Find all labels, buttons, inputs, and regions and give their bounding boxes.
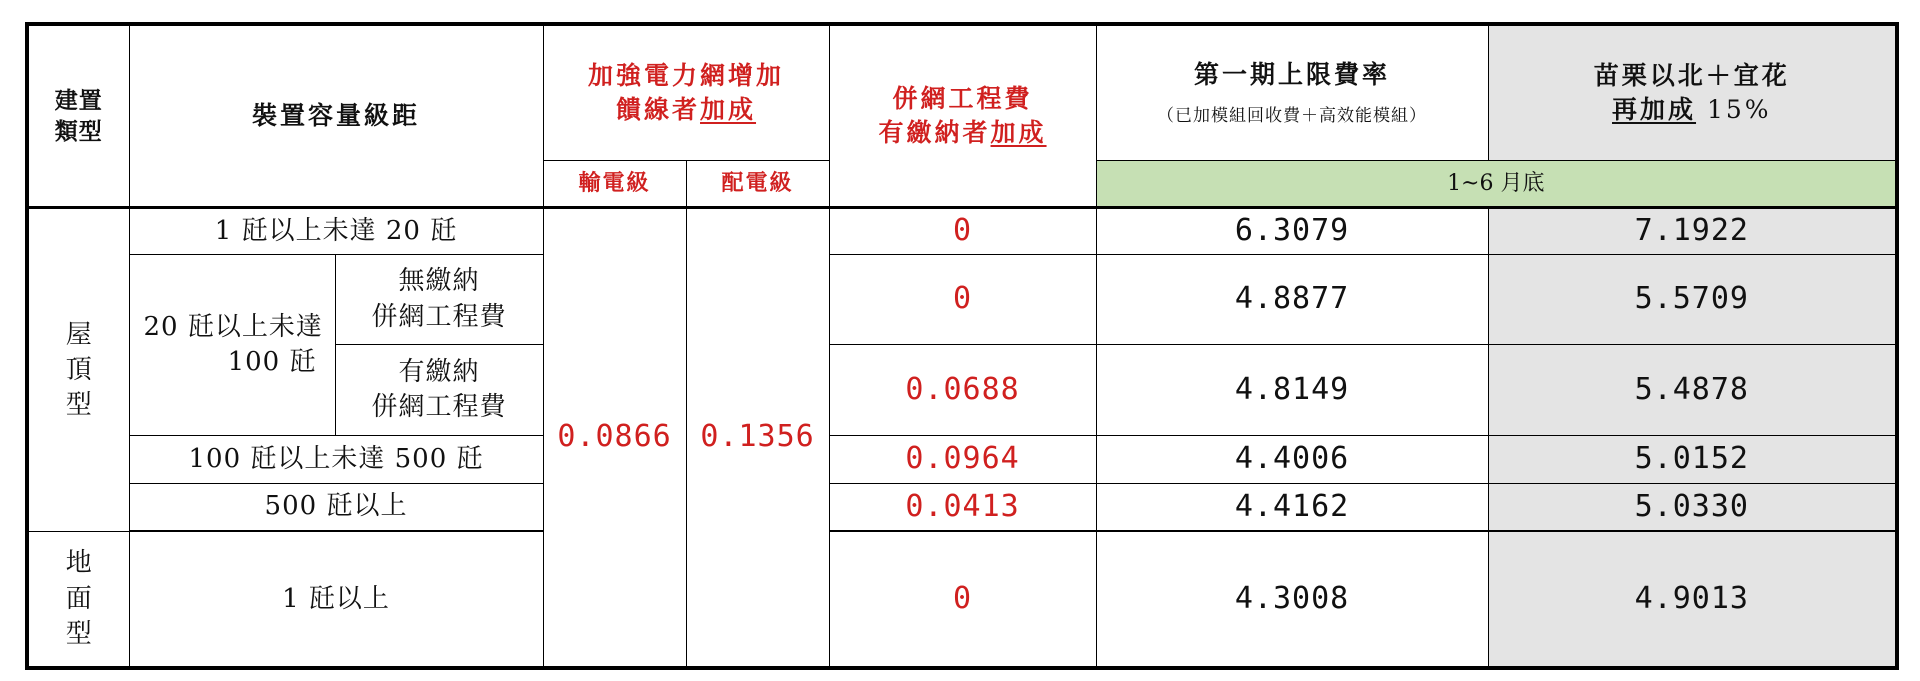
- header-engineering-bonus: 併網工程費 有繳納者加成: [829, 24, 1096, 208]
- phase-rate-value: 4.4162: [1096, 483, 1488, 530]
- header-distribution: 配電級: [686, 160, 829, 207]
- north-rate-value: 5.0152: [1488, 436, 1897, 483]
- header-capacity: 裝置容量級距: [129, 24, 543, 208]
- rooftop-capacity-group: 20 瓩以上未達 100 瓩: [129, 254, 335, 436]
- north-rate-value: 5.0330: [1488, 483, 1897, 530]
- header-grid-bonus: 加強電力網增加 饋線者加成: [543, 24, 829, 160]
- ground-type-label: 地 面 型: [27, 532, 129, 668]
- rooftop-capacity-5: 500 瓩以上: [129, 483, 543, 530]
- phase-rate-value: 6.3079: [1096, 208, 1488, 254]
- north-rate-value: 4.9013: [1488, 532, 1897, 668]
- period-label: 1~6 月底: [1096, 160, 1897, 207]
- header-type: 建置 類型: [27, 24, 129, 208]
- phase-rate-value: 4.4006: [1096, 436, 1488, 483]
- phase-rate-value: 4.3008: [1096, 532, 1488, 668]
- eng-bonus-value: 0.0688: [829, 345, 1096, 436]
- north-rate-value: 5.4878: [1488, 345, 1897, 436]
- eng-bonus-value: 0.0413: [829, 483, 1096, 530]
- distribution-bonus-value: 0.1356: [686, 208, 829, 668]
- phase-rate-value: 4.8149: [1096, 345, 1488, 436]
- ground-capacity: 1 瓩以上: [129, 532, 543, 668]
- eng-bonus-value: 0: [829, 254, 1096, 345]
- eng-bonus-value: 0.0964: [829, 436, 1096, 483]
- rooftop-capacity-1: 1 瓩以上未達 20 瓩: [129, 208, 543, 254]
- rate-table: [25, 22, 1899, 670]
- north-rate-value: 7.1922: [1488, 208, 1897, 254]
- eng-bonus-value: 0: [829, 208, 1096, 254]
- rooftop-sub-no-payment: 無繳納 併網工程費: [335, 254, 543, 345]
- rooftop-type-label: 屋 頂 型: [27, 208, 129, 532]
- header-phase-rate: 第一期上限費率 （已加模組回收費＋高效能模組）: [1096, 24, 1488, 160]
- rooftop-sub-paid: 有繳納 併網工程費: [335, 345, 543, 436]
- eng-bonus-value: 0: [829, 532, 1096, 668]
- header-north-bonus: 苗栗以北＋宜花 再加成 15%: [1488, 24, 1897, 160]
- north-rate-value: 5.5709: [1488, 254, 1897, 345]
- transmission-bonus-value: 0.0866: [543, 208, 686, 668]
- rooftop-capacity-4: 100 瓩以上未達 500 瓩: [129, 436, 543, 483]
- phase-rate-value: 4.8877: [1096, 254, 1488, 345]
- header-transmission: 輸電級: [543, 160, 686, 207]
